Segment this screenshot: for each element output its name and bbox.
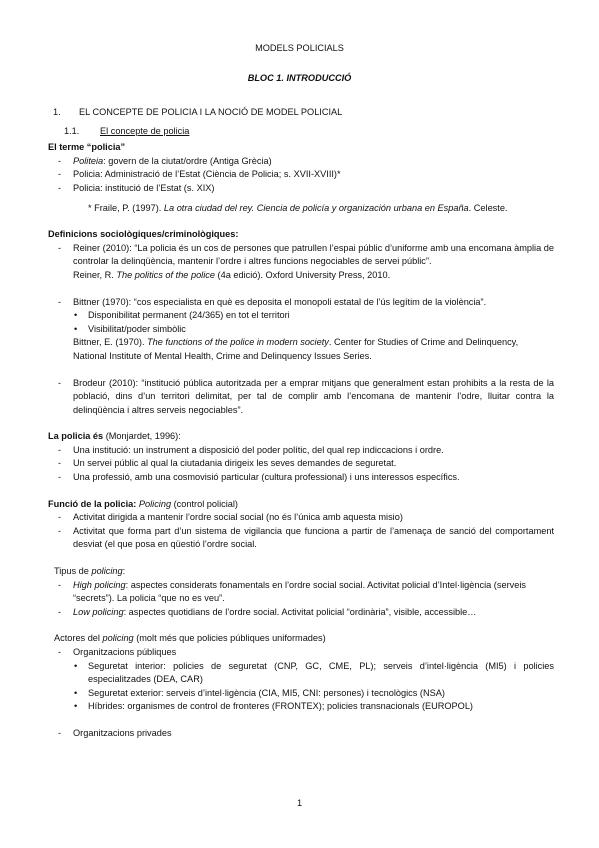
bullet-item: • Seguretat interior: policies de seguretat (CNP, GC, CME, PL); serveis d’intel·ligència (MI5) i policies especialitzades (DEA, CAR)	[48, 660, 554, 687]
heading-em: Policing	[138, 498, 172, 509]
list-item	[48, 579, 554, 606]
bullet-item: • Híbrides: organismes de control de fronteres (FRONTEX); policies transnacionals (EUROPOL)	[48, 700, 554, 714]
list-item: - Un servei públic al qual la ciutadania dirigeix les seves demandes de seguretat.	[48, 457, 554, 471]
subsection-number: 1.1.	[64, 125, 80, 136]
list-item: - Organitzacions privades	[48, 727, 554, 741]
ref-author: Reiner, R.	[73, 269, 117, 280]
heading-em: policing	[102, 633, 134, 644]
terme-heading: El terme “policia”	[48, 142, 126, 153]
list-item: - Organitzacions públiques	[48, 646, 554, 660]
section-number: 1.	[53, 107, 61, 117]
heading-bold: Funció de la policia:	[48, 498, 139, 509]
heading-source: (Monjardet, 1996):	[103, 431, 181, 442]
policia-es-heading	[48, 430, 554, 444]
list-item: - Reiner (2010): “La policia és un cos de persones que patrullen l’espai públic d’uniforme amb una encomana àmplia de controlar la delinqüència, mantenir l’ordre i altres funcions negociables de servei públic”.	[48, 242, 554, 269]
definicions-heading: Definicions sociològiques/criminològiques:	[48, 229, 239, 240]
bullet-item: • Disponibilitat permanent (24/365) en tot el territori	[48, 309, 554, 323]
tipus-heading	[48, 565, 554, 579]
term-text: : aspectes considerats fonamentals en l’ordre social social. Activitat policial d’Intel·ligència (serveis “secrets”). La policia “que no es veu”.	[73, 579, 526, 604]
list-item: - Una professió, amb una cosmovisió particular (cultura professional) i uns interessos específics.	[48, 471, 554, 485]
term-text: : aspectes quotidians de l’ordre social. Activitat policial “ordinària”, visible, accessible…	[123, 606, 477, 617]
footnote	[88, 202, 554, 216]
subsection-title: El concepte de policia	[100, 125, 190, 136]
document-title: MODELS POLICIALS	[255, 43, 344, 53]
list-item: - Brodeur (2010): “institució pública autoritzada per a emprar mitjans que generalment estan prohibits a la resta de la població, dins d’un territori delimitat, per tal de complir amb l’encomana de mantenir l’odre, lluitar contra la delinqüència i altres serveis negociables”.	[48, 377, 554, 418]
list-item: - Una institució: un instrument a disposició del poder polític, del qual rep indiccacions i ordre.	[48, 444, 554, 458]
document-body	[48, 106, 554, 741]
page-number: 1	[296, 798, 303, 808]
term-text: : govern de la ciutat/ordre (Antiga Grècia)	[103, 155, 272, 166]
ref-publisher: . Center for Studies of Crime and Delinquency, National Institute of Mental Health, Crime and Delinquency Issues Series.	[73, 337, 519, 361]
heading-text: :	[122, 566, 126, 577]
actors-heading	[48, 632, 554, 646]
subsection-heading	[64, 125, 554, 139]
ref-title: The functions of the police in modern society	[147, 337, 329, 348]
list-item: - Activitat que forma part d’un sistema de vigilancia que funciona a partir de l’amenaça de sanció del comportament desviat (el que posa en qüestió l’ordre social.	[48, 525, 554, 552]
term-em: High policing	[73, 579, 126, 590]
ref-author: Bittner, E. (1970).	[73, 337, 148, 348]
list-item: - Activitat dirigida a mantenir l’ordre social social (no és l’única amb aquesta misio)	[48, 511, 554, 525]
list-item	[48, 155, 554, 169]
section-title: EL CONCEPTE DE POLICIA I LA NOCIÓ DE MODEL POLICIAL	[79, 107, 343, 117]
heading-em: policing	[91, 566, 123, 577]
reference	[48, 336, 554, 363]
bullet-item: • Visibilitat/poder simbòlic	[48, 323, 554, 337]
list-item: - Policia: institució de l’Estat (s. XIX)	[48, 182, 554, 196]
list-item: - Bittner (1970): “cos especialista en què es deposita el monopoli estatal de l’ús legítim de la violència”.	[48, 296, 554, 310]
footnote-publisher: . Celeste.	[468, 202, 508, 213]
section-heading	[53, 106, 554, 120]
list-item: - Policia: Administració de l’Estat (Ciència de Policia; s. XVII-XVIII)*	[48, 168, 554, 182]
funcio-heading	[48, 498, 554, 512]
term-em: Low policing	[73, 606, 124, 617]
heading-rest: (control policial)	[171, 498, 238, 509]
footnote-title: La otra ciudad del rey. Ciencia de policía y organización urbana en España	[163, 202, 469, 213]
heading-text: Tipus de	[54, 566, 92, 577]
heading-text: (molt més que policies públiques uniformades)	[133, 633, 326, 644]
term-em: Politeia	[73, 155, 104, 166]
ref-publisher: (4a edició). Oxford University Press, 2010.	[214, 269, 391, 280]
heading-text: Actores del	[54, 633, 103, 644]
footnote-author: * Fraile, P. (1997).	[88, 202, 164, 213]
ref-title: The politics of the police	[116, 269, 215, 280]
list-item	[48, 606, 554, 620]
reference	[48, 269, 554, 283]
bloc-heading: BLOC 1. INTRODUCCIÓ	[247, 73, 352, 83]
heading-bold: La policia és	[48, 431, 104, 442]
bullet-item: • Seguretat exterior: serveis d’intel·ligència (CIA, MI5, CNI: persones) i tecnològics (NSA)	[48, 687, 554, 701]
